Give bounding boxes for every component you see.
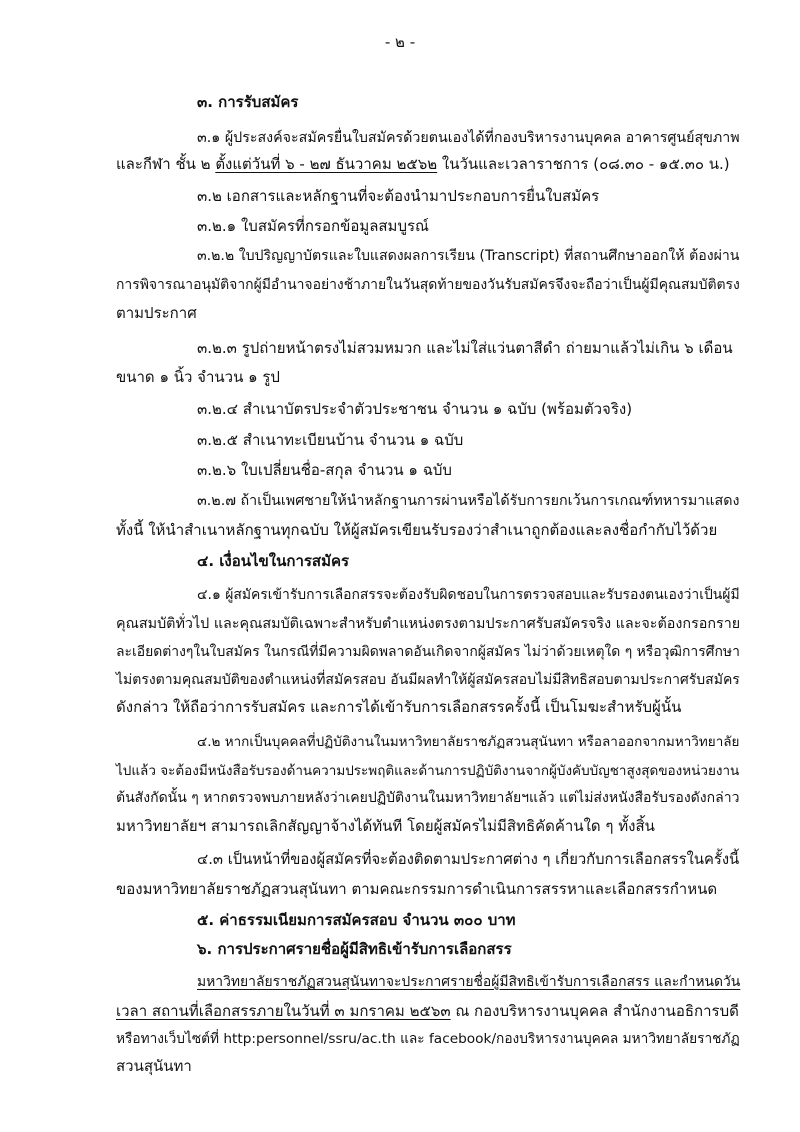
section-heading-announcement: ๖. การประกาศรายชื่อผู้มีสิทธิเข้ารับการเลือกสรร [197, 940, 512, 958]
paragraph-3-2-7-line-1: ๓.๒.๗ ถ้าเป็นเพศชายให้นำหลักฐานการผ่านหรือได้รับการยกเว้นการเกณฑ์ทหารมาแสดง [197, 493, 740, 509]
paragraph-4-2-line-1: ๔.๒ หากเป็นบุคคลที่ปฏิบัติงานในมหาวิทยาลัยราชภัฏสวนสุนันทา หรือลาออกจากมหาวิทยาลัย [197, 734, 740, 750]
paragraph-3-2-3-line-1: ๓.๒.๓ รูปถ่ายหน้าตรงไม่สวมหมวก และไม่ใส่แว่นตาสีดำ ถ่ายมาแล้วไม่เกิน ๖ เดือน [197, 339, 733, 357]
paragraph-3-2-6: ๓.๒.๖ ใบเปลี่ยนชื่อ-สกุล จำนวน ๑ ฉบับ [197, 461, 452, 479]
paragraph-3-2-4: ๓.๒.๔ สำเนาบัตรประจำตัวประชาชน จำนวน ๑ ฉบับ (พร้อมตัวจริง) [197, 400, 633, 418]
paragraph-3-2-3-line-2: ขนาด ๑ นิ้ว จำนวน ๑ รูป [116, 368, 280, 386]
text: ในวันและเวลาราชการ (๐๘.๓๐ - ๑๕.๓๐ น.) [437, 155, 730, 173]
paragraph-4-2-line-2: ไปแล้ว จะต้องมีหนังสือรับรองด้านความประพฤติและด้านการปฏิบัติงานจากผู้บังคับบัญชาสูงสุดของหน่วยงาน [116, 763, 740, 779]
paragraph-3-2-2-line-1: ๓.๒.๒ ใบปริญญาบัตรและใบแสดงผลการเรียน (Transcript) ที่สถานศึกษาออกให้ ต้องผ่าน [197, 248, 740, 264]
paragraph-3-1-line-2 [116, 154, 730, 174]
paragraph-4-1-line-1: ๔.๑ ผู้สมัครเข้ารับการเลือกสรรจะต้องรับผิดชอบในการตรวจสอบและรับรองตนเองว่าเป็นผู้มี [197, 587, 740, 603]
selection-date-underlined: เวลา สถานที่เลือกสรรภายในวันที่ ๓ มกราคม ๒๕๖๓ [116, 1002, 451, 1020]
section-heading-application: ๓. การรับสมัคร [197, 93, 299, 111]
paragraph-4-2-line-4: มหาวิทยาลัยฯ สามารถเลิกสัญญาจ้างได้ทันที โดยผู้สมัครไม่มีสิทธิคัดค้านใด ๆ ทั้งสิ้น [116, 817, 655, 835]
text: ณ กองบริหารงานบุคคล สำนักงานอธิการบดี [450, 1002, 739, 1020]
section-heading-fee: ๕. ค่าธรรมเนียมการสมัครสอบ จำนวน ๓๐๐ บาท [197, 911, 516, 929]
paragraph-3-2-1: ๓.๒.๑ ใบสมัครที่กรอกข้อมูลสมบูรณ์ [197, 217, 429, 235]
paragraph-3-2-7-line-2: ทั้งนี้ ให้นำสำเนาหลักฐานทุกฉบับ ให้ผู้สมัครเขียนรับรองว่าสำเนาถูกต้องและลงชื่อกำกับไว้ด้วย [116, 521, 718, 539]
paragraph-4-1-line-3: ละเอียดต่างๆในใบสมัคร ในกรณีที่มีความผิดพลาดอันเกิดจากผู้สมัคร ไม่ว่าด้วยเหตุใด ๆ หรือวุฒิการศึกษา [116, 644, 740, 660]
paragraph-6-line-3: หรือทางเว็บไซต์ที่ http:personnel/ssru/ac.th และ facebook/กองบริหารงานบุคคล มหาวิทยาลัยราชภัฏ [116, 1031, 740, 1047]
paragraph-3-2-2-line-2: การพิจารณาอนุมัติจากผู้มีอำนาจอย่างช้าภายในวันสุดท้ายของวันรับสมัครจึงจะถือว่าเป็นผู้มีคุณสมบัติตรง [116, 277, 740, 293]
paragraph-3-1-line-1: ๓.๑ ผู้ประสงค์จะสมัครยื่นใบสมัครด้วยตนเองได้ที่กองบริหารงานบุคคล อาคารศูนย์สุขภาพ [197, 130, 740, 146]
paragraph-4-1-line-2: คุณสมบัติทั่วไป และคุณสมบัติเฉพาะสำหรับตำแหน่งตรงตามประกาศรับสมัครจริง และจะต้องกรอกราย [116, 616, 741, 632]
text: และกีฬา ชั้น ๒ [116, 155, 216, 173]
paragraph-6-line-2 [116, 1001, 739, 1021]
paragraph-6-line-4: สวนสุนันทา [116, 1057, 192, 1075]
paragraph-6-line-1-underlined: มหาวิทยาลัยราชภัฏสวนสุนันทาจะประกาศรายชื่อผู้มีสิทธิเข้ารับการเลือกสรร และกำหนดวัน [197, 974, 741, 990]
paragraph-4-1-line-5: ดังกล่าว ให้ถือว่าการรับสมัคร และการได้เข้ารับการเลือกสรรครั้งนี้ เป็นโมฆะสำหรับผู้นั้น [116, 698, 682, 716]
page-number: - ๒ - [384, 33, 416, 51]
section-heading-conditions: ๔. เงื่อนไขในการสมัคร [197, 552, 350, 570]
paragraph-4-1-line-4: ไม่ตรงตามคุณสมบัติของตำแหน่งที่สมัครสอบ อันมีผลทำให้ผู้สมัครสอบไม่มีสิทธิสอบตามประกาศรับสมัคร [116, 672, 740, 688]
application-period-underlined: ตั้งแต่วันที่ ๖ - ๒๗ ธันวาคม ๒๕๖๒ [215, 155, 438, 173]
paragraph-4-2-line-3: ต้นสังกัดนั้น ๆ หากตรวจพบภายหลังว่าเคยปฏิบัติงานในมหาวิทยาลัยฯแล้ว แต่ไม่ส่งหนังสือรับรองดังกล่าว [116, 790, 740, 806]
paragraph-3-2-2-line-3: ตามประกาศ [116, 304, 197, 322]
paragraph-4-3-line-2: ของมหาวิทยาลัยราชภัฏสวนสุนันทา ตามคณะกรรมการดำเนินการสรรหาและเลือกสรรกำหนด [116, 880, 718, 898]
paragraph-4-3-line-1: ๔.๓ เป็นหน้าที่ของผู้สมัครที่จะต้องติดตามประกาศต่าง ๆ เกี่ยวกับการเลือกสรรในครั้งนี้ [197, 851, 740, 868]
paragraph-3-2-5: ๓.๒.๕ สำเนาทะเบียนบ้าน จำนวน ๑ ฉบับ [197, 431, 464, 449]
paragraph-3-2: ๓.๒ เอกสารและหลักฐานที่จะต้องนำมาประกอบการยื่นใบสมัคร [197, 187, 600, 205]
